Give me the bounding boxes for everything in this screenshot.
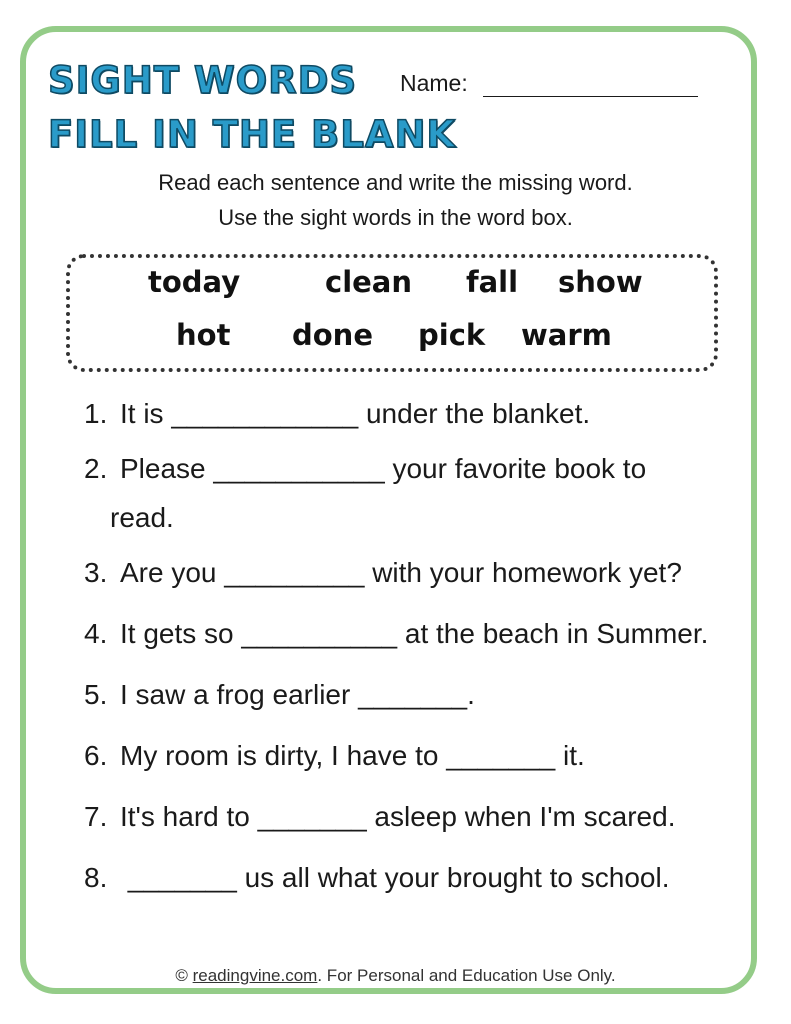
question-number: 3.	[84, 557, 108, 588]
word-today: today	[148, 265, 241, 299]
footer	[40, 966, 751, 986]
title-line-2: FILL IN THE BLANK	[48, 113, 457, 156]
question-3	[84, 557, 682, 589]
question-text: It's hard to _______ asleep when I'm scared.	[120, 801, 676, 832]
instructions-line-2: Use the sight words in the word box.	[218, 205, 573, 230]
footer-text: . For Personal and Education Use Only.	[317, 966, 616, 985]
question-number: 4.	[84, 618, 108, 649]
question-text: Are you _________ with your homework yet?	[120, 557, 682, 588]
word-hot: hot	[176, 318, 231, 352]
question-text: _______ us all what your brought to school.	[120, 862, 670, 893]
question-text: It gets so __________ at the beach in Summer.	[120, 618, 709, 649]
word-pick: pick	[418, 318, 486, 352]
question-6	[84, 740, 585, 772]
instructions-line-1: Read each sentence and write the missing word.	[158, 170, 633, 195]
question-number: 6.	[84, 740, 108, 771]
question-7	[84, 801, 675, 833]
question-2-continuation: read.	[110, 502, 174, 533]
copyright-symbol: ©	[175, 966, 188, 985]
question-number: 2.	[84, 453, 108, 484]
name-blank-line[interactable]	[483, 96, 698, 97]
question-text: Please ___________ your favorite book to	[120, 453, 647, 484]
question-4	[84, 618, 708, 650]
question-number: 7.	[84, 801, 108, 832]
question-number: 5.	[84, 679, 108, 710]
question-2	[84, 453, 646, 485]
word-fall: fall	[466, 265, 519, 299]
question-text: It is ____________ under the blanket.	[120, 398, 591, 429]
word-show: show	[558, 265, 643, 299]
word-clean: clean	[325, 265, 413, 299]
word-done: done	[292, 318, 373, 352]
question-1	[84, 398, 590, 430]
question-8	[84, 862, 669, 894]
question-5	[84, 679, 475, 711]
name-label: Name:	[400, 70, 468, 96]
title-line-1: SIGHT WORDS	[48, 59, 357, 102]
question-number: 8.	[84, 862, 108, 893]
question-text: My room is dirty, I have to _______ it.	[120, 740, 585, 771]
question-text: I saw a frog earlier _______.	[120, 679, 475, 710]
question-number: 1.	[84, 398, 108, 429]
word-warm: warm	[521, 318, 612, 352]
footer-link[interactable]: readingvine.com	[192, 966, 318, 985]
